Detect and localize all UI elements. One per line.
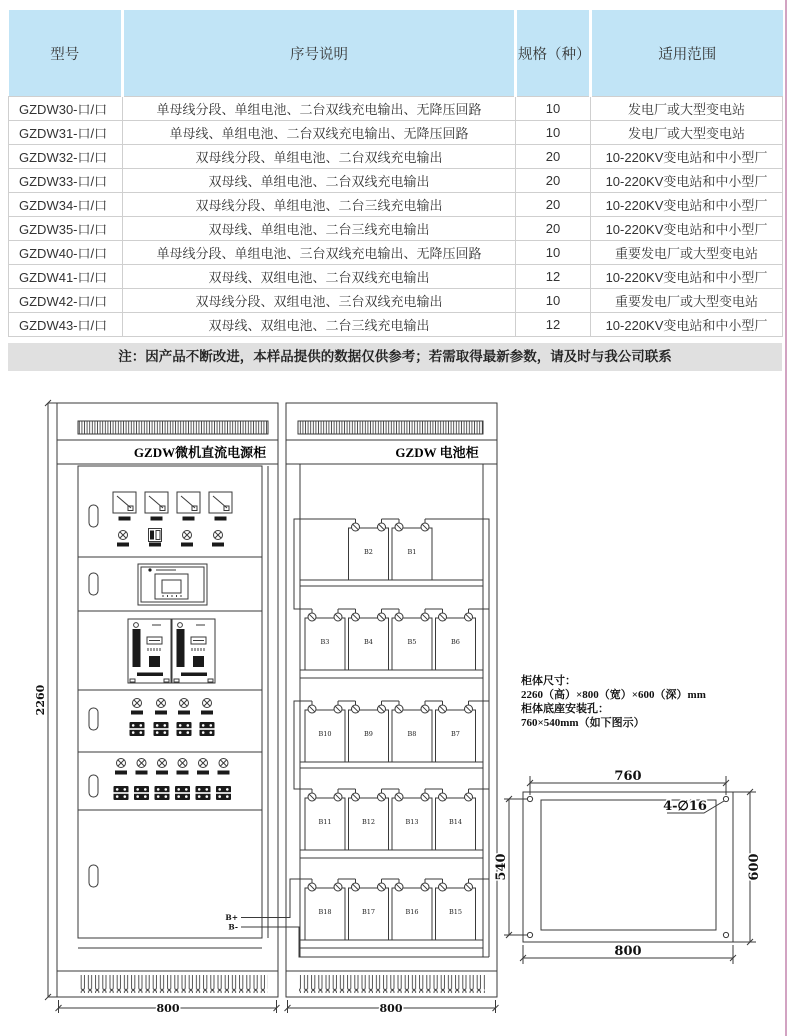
- battery-cell: [392, 519, 432, 580]
- vent-grille-top: [78, 421, 268, 434]
- battery-cell: [305, 701, 345, 762]
- vent-grille-bottom: [80, 975, 268, 993]
- battery-label: B16: [405, 908, 419, 916]
- spec-cell: 20: [516, 169, 591, 193]
- range-cell: 10-220KV变电站和中小型厂: [591, 145, 783, 169]
- range-cell: 重要发电厂或大型变电站: [591, 241, 783, 265]
- range-cell: 发电厂或大型变电站: [591, 121, 783, 145]
- height-dimension: [34, 400, 57, 1000]
- power-cabinet-drawing: [34, 400, 280, 1015]
- battery-cell: [392, 609, 432, 670]
- battery-label: B3: [320, 638, 330, 646]
- battery-label: B17: [361, 908, 376, 916]
- battery-cabinet-title: GZDW 电池柜: [395, 445, 479, 460]
- dim-540: 540: [494, 853, 509, 881]
- col-header-desc: 序号说明: [123, 10, 516, 97]
- model-cell: GZDW34-口/口: [9, 193, 123, 217]
- battery-cell: [349, 519, 389, 580]
- spec-cell: 12: [516, 265, 591, 289]
- table-row: [9, 241, 783, 265]
- terminal-negative-label: B-: [228, 922, 238, 932]
- desc-cell: 双母线分段、双组电池、三台双线充电输出: [123, 289, 516, 313]
- spec-cell: 10: [516, 97, 591, 121]
- table-row: [9, 169, 783, 193]
- header-row: [9, 10, 783, 97]
- desc-cell: 单母线、单组电池、二台双线充电输出、无降压回路: [123, 121, 516, 145]
- model-cell: GZDW43-口/口: [9, 313, 123, 337]
- model-cell: GZDW35-口/口: [9, 217, 123, 241]
- battery-label: B9: [364, 730, 373, 738]
- spec-cell: 20: [516, 217, 591, 241]
- width-dimension-battery: [285, 1000, 499, 1015]
- base-dim-bottom: [520, 944, 736, 964]
- battery-label: B14: [448, 818, 463, 826]
- battery-cell: [305, 609, 345, 670]
- table-row: [9, 97, 783, 121]
- model-cell: GZDW30-口/口: [9, 97, 123, 121]
- battery-cell: [436, 789, 476, 850]
- battery-label: B6: [451, 638, 460, 646]
- table-row: [9, 193, 783, 217]
- battery-cell: [436, 609, 476, 670]
- range-cell: 10-220KV变电站和中小型厂: [591, 313, 783, 337]
- dim-760: 760: [614, 769, 642, 784]
- range-cell: 重要发电厂或大型变电站: [591, 289, 783, 313]
- desc-cell: 双母线、双组电池、二台三线充电输出: [123, 313, 516, 337]
- technical-drawing: [0, 388, 790, 1036]
- dim-800-power: 800: [156, 1002, 180, 1015]
- battery-cell: [305, 789, 345, 850]
- model-cell: GZDW31-口/口: [9, 121, 123, 145]
- model-cell: GZDW33-口/口: [9, 169, 123, 193]
- spec-table: [8, 10, 783, 337]
- spec-cell: 12: [516, 313, 591, 337]
- battery-label: B10: [318, 730, 332, 738]
- battery-label: B13: [405, 818, 419, 826]
- vent-grille-top: [298, 421, 483, 434]
- battery-label: B8: [407, 730, 417, 738]
- battery-label: B11: [318, 818, 332, 826]
- desc-cell: 双母线、单组电池、二台三线充电输出: [123, 217, 516, 241]
- battery-cell: [349, 879, 389, 940]
- range-cell: 10-220KV变电站和中小型厂: [591, 169, 783, 193]
- base-dim-right: [733, 789, 762, 945]
- charger-modules: [128, 619, 215, 683]
- table-row: [9, 265, 783, 289]
- battery-cell: [436, 879, 476, 940]
- battery-cell: [392, 701, 432, 762]
- model-cell: GZDW41-口/口: [9, 265, 123, 289]
- battery-cell: [349, 789, 389, 850]
- table-row: [9, 217, 783, 241]
- battery-label: B18: [318, 908, 332, 916]
- spec-line-2: 2260（高）×800（宽）×600（深）mm: [521, 689, 706, 701]
- range-cell: 发电厂或大型变电站: [591, 97, 783, 121]
- battery-label: B1: [407, 548, 417, 556]
- terminal-positive-label: B+: [225, 913, 238, 922]
- spec-line-4: 760×540mm（如下图示）: [521, 717, 645, 729]
- desc-cell: 单母线分段、单组电池、三台双线充电输出、无降压回路: [123, 241, 516, 265]
- spec-cell: 20: [516, 145, 591, 169]
- battery-cell: [436, 701, 476, 762]
- spec-cell: 20: [516, 193, 591, 217]
- battery-cell: [392, 789, 432, 850]
- range-cell: 10-220KV变电站和中小型厂: [591, 217, 783, 241]
- cabinet-specs-text: [521, 673, 706, 729]
- page-border: [785, 0, 787, 1036]
- spec-table-wrap: [8, 10, 782, 337]
- desc-cell: 双母线分段、单组电池、二台三线充电输出: [123, 193, 516, 217]
- width-dimension-power: [56, 1000, 280, 1015]
- dim-800-battery: 800: [379, 1002, 403, 1015]
- spec-line-3: 柜体底座安装孔：: [521, 703, 609, 715]
- dim-2260: 2260: [34, 684, 47, 716]
- battery-label: B4: [364, 638, 373, 646]
- range-cell: 10-220KV变电站和中小型厂: [591, 265, 783, 289]
- base-dim-left: [494, 796, 527, 938]
- desc-cell: 单母线分段、单组电池、二台双线充电输出、无降压回路: [123, 97, 516, 121]
- spec-cell: 10: [516, 241, 591, 265]
- table-row: [9, 313, 783, 337]
- col-header-range: 适用范围: [591, 10, 783, 97]
- spec-line-1: 柜体尺寸：: [521, 675, 576, 687]
- battery-label: B2: [364, 548, 373, 556]
- range-cell: 10-220KV变电站和中小型厂: [591, 193, 783, 217]
- model-cell: GZDW42-口/口: [9, 289, 123, 313]
- base-dim-top: [527, 769, 729, 795]
- battery-label: B15: [448, 908, 463, 916]
- desc-cell: 双母线分段、单组电池、二台双线充电输出: [123, 145, 516, 169]
- model-cell: GZDW40-口/口: [9, 241, 123, 265]
- battery-cell: [392, 879, 432, 940]
- battery-label: B7: [451, 730, 460, 738]
- col-header-model: 型号: [9, 10, 123, 97]
- battery-label: B12: [361, 818, 376, 826]
- table-row: [9, 289, 783, 313]
- desc-cell: 双母线、单组电池、二台双线充电输出: [123, 169, 516, 193]
- battery-cell: [305, 879, 345, 940]
- spec-cell: 10: [516, 289, 591, 313]
- desc-cell: 双母线、双组电池、二台双线充电输出: [123, 265, 516, 289]
- power-cabinet-title: GZDW微机直流电源柜: [133, 445, 267, 460]
- holes-label: 4-∅16: [663, 799, 707, 814]
- battery-label: B5: [407, 638, 417, 646]
- table-row: [9, 145, 783, 169]
- battery-cabinet-drawing: [241, 403, 499, 1015]
- col-header-spec: 规格（种）: [516, 10, 591, 97]
- note-bar: 注：因产品不断改进，本样品提供的数据仅供参考；若需取得最新参数，请及时与我公司联系: [8, 343, 782, 371]
- table-row: [9, 121, 783, 145]
- vent-grille-bottom: [299, 975, 485, 993]
- dim-800-base: 800: [614, 944, 642, 959]
- battery-cell: [349, 701, 389, 762]
- model-cell: GZDW32-口/口: [9, 145, 123, 169]
- spec-cell: 10: [516, 121, 591, 145]
- dim-600: 600: [747, 853, 762, 881]
- base-mounting-diagram: [494, 769, 762, 964]
- battery-cell: [349, 609, 389, 670]
